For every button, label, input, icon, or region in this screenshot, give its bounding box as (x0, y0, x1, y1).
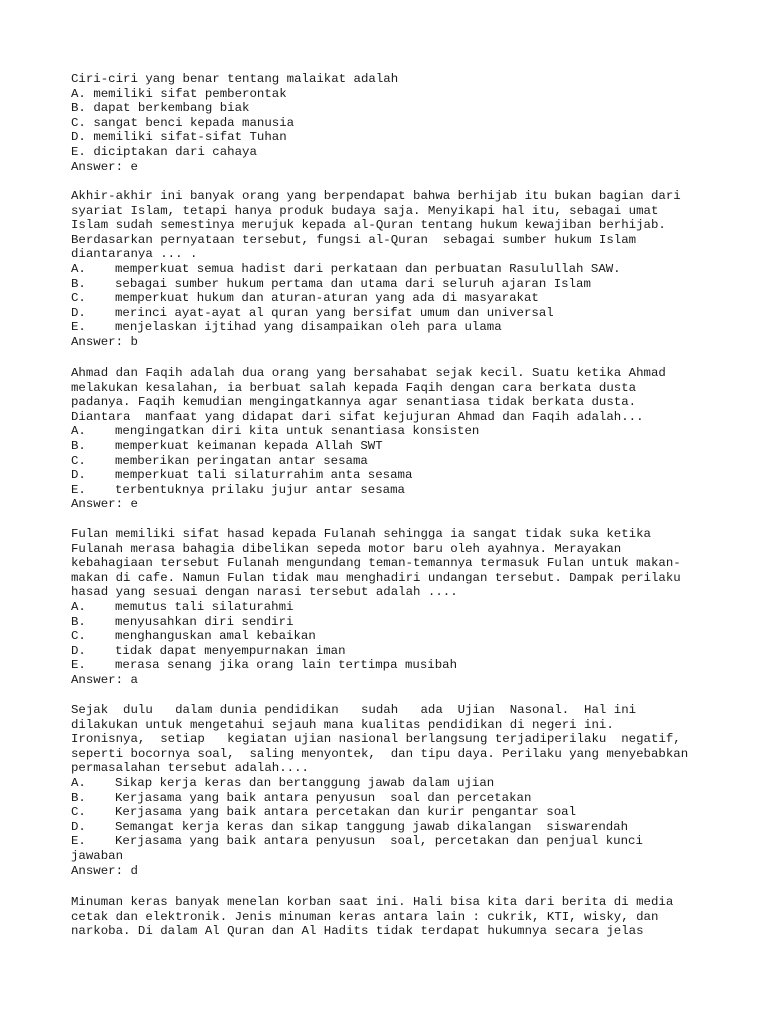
question-text: syariat Islam, tetapi hanya produk budaya saja. Menyikapi hal itu, sebagai umat (71, 203, 659, 218)
question-text: makan di cafe. Namun Fulan tidak mau menghadiri undangan tersebut. Dampak perilaku (71, 570, 681, 585)
question-text: Ciri-ciri yang benar tentang malaikat adalah (71, 72, 399, 86)
option-line: B. dapat berkembang biak (71, 101, 250, 116)
option-line: A. memiliki sifat pemberontak (71, 86, 287, 101)
option-line: D. memperkuat tali silaturrahim anta sesama (71, 468, 413, 483)
option-line: B. menyusahkan diri sendiri (71, 614, 294, 629)
option-line: C. memberikan peringatan antar sesama (71, 453, 368, 468)
question-text: hasad yang sesuai dengan narasi tersebut adalah .... (71, 585, 458, 600)
question-text: Ahmad dan Faqih adalah dua orang yang bersahabat sejak kecil. Suatu ketika Ahmad (71, 366, 666, 380)
answer-line: Answer: d (71, 863, 138, 878)
question-text: seperti bocornya soal, saling menyontek, dan tipu daya. Perilaku yang menyebabkan (71, 746, 689, 761)
option-line: A. mengingatkan diri kita untuk senantiasa konsisten (71, 424, 480, 439)
question-text: Ironisnya, setiap kegiatan ujian nasional berlangsung terjadiperilaku negatif, (71, 732, 681, 747)
option-line: C. sangat benci kepada manusia (71, 115, 295, 130)
question-text: diantaranya ... . (71, 247, 198, 262)
question-text: Minuman keras banyak menelan korban saat ini. Hali bisa kita dari berita di media (71, 895, 674, 909)
option-line: D. memiliki sifat-sifat Tuhan (71, 130, 287, 145)
answer-line: Answer: e (71, 159, 138, 174)
question-text: dilakukan untuk mengetahui sejauh mana kualitas pendidikan di negeri ini. (71, 717, 614, 732)
option-line: E. merasa senang jika orang lain tertimpa musibah (71, 658, 458, 673)
option-line: D. Semangat kerja keras dan sikap tanggung jawab dikalangan siswarendah (71, 819, 629, 834)
question-text: cetak dan elektronik. Jenis minuman keras antara lain : cukrik, KTI, wisky, dan (71, 909, 659, 924)
option-line: C. menghanguskan amal kebaikan (71, 629, 316, 644)
option-line: A. memperkuat semua hadist dari perkataan dan perbuatan Rasulullah SAW. (71, 261, 621, 276)
question-block (71, 189, 731, 350)
question-text: padanya. Faqih kemudian mengingatkannya agar senantiasa tidak berkata dusta. (71, 395, 637, 410)
option-line: E. diciptakan dari cahaya (71, 144, 257, 159)
question-text: Diantara manfaat yang didapat dari sifat kejujuran Ahmad dan Faqih adalah... (71, 409, 644, 424)
option-line: B. memperkuat keimanan kepada Allah SWT (71, 438, 383, 453)
option-line: D. merinci ayat-ayat al quran yang bersifat umum dan universal (71, 305, 554, 320)
option-line: A. Sikap kerja keras dan bertanggung jawab dalam ujian (71, 775, 495, 790)
option-continuation: jawaban (71, 848, 124, 863)
question-text: permasalahan tersebut adalah.... (71, 761, 309, 776)
answer-line: Answer: e (71, 497, 138, 512)
option-line: E. menjelaskan ijtihad yang disampaikan oleh para ulama (71, 320, 502, 335)
question-block (71, 527, 731, 688)
option-line: D. tidak dapat menyempurnakan iman (71, 643, 346, 658)
question-text: kebahagiaan tersebut Fulanah mengundang teman-temannya termasuk Fulan untuk makan- (71, 556, 681, 571)
answer-line: Answer: a (71, 672, 138, 687)
question-block (71, 72, 731, 174)
question-text: Berdasarkan pernyataan tersebut, fungsi al-Quran sebagai sumber hukum Islam (71, 232, 637, 247)
option-line: E. Kerjasama yang baik antara penyusun soal, percetakan dan penjual kunci (71, 834, 643, 849)
question-text: Fulan memiliki sifat hasad kepada Fulanah sehingga ia sangat tidak suka ketika (71, 527, 651, 541)
question-block (71, 895, 731, 939)
answer-line: Answer: b (71, 334, 138, 349)
question-text: Islam sudah semestinya merujuk kepada al-Quran tentang hukum kewajiban berhijab. (71, 218, 666, 233)
question-text: Akhir-akhir ini banyak orang yang berpendapat bahwa berhijab itu bukan bagian dari (71, 189, 681, 203)
question-text: Fulanah merasa bahagia dibelikan sepeda motor baru oleh ayahnya. Merayakan (71, 541, 622, 556)
question-text: Sejak dulu dalam dunia pendidikan sudah ada Ujian Nasonal. Hal ini (71, 703, 637, 717)
question-text: melakukan kesalahan, ia berbuat salah kepada Faqih dengan cara berkata dusta (71, 380, 637, 395)
question-block (71, 366, 731, 512)
question-block (71, 703, 731, 878)
option-line: B. Kerjasama yang baik antara penyusun soal dan percetakan (71, 790, 532, 805)
option-line: E. terbentuknya prilaku jujur antar sesama (71, 482, 405, 497)
option-line: B. sebagai sumber hukum pertama dan utama dari seluruh ajaran Islam (71, 276, 591, 291)
option-line: C. Kerjasama yang baik antara percetakan dan kurir pengantar soal (71, 805, 577, 820)
option-line: C. memperkuat hukum dan aturan-aturan yang ada di masyarakat (71, 291, 539, 306)
question-text: narkoba. Di dalam Al Quran dan Al Hadits tidak terdapat hukumnya secara jelas (71, 924, 644, 939)
option-line: A. memutus tali silaturahmi (71, 599, 294, 614)
